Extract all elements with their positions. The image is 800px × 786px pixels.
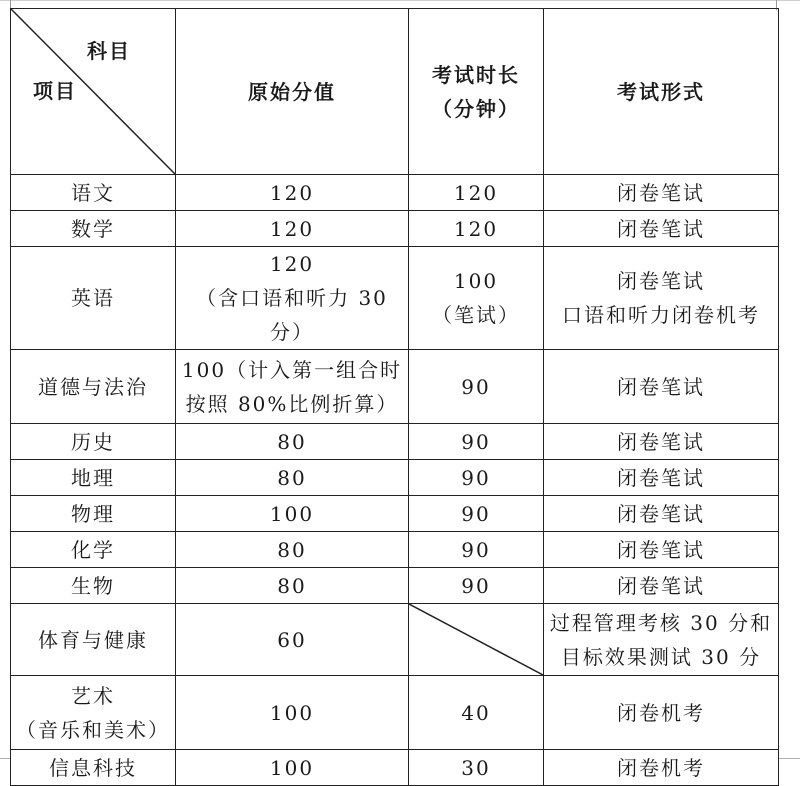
time-cell-not-applicable: [409, 604, 544, 676]
table-row: [11, 350, 779, 424]
score-cell: 80: [176, 460, 409, 496]
subject-cell: 艺术 （音乐和美术）: [11, 676, 176, 750]
table-row: [11, 424, 779, 460]
subject-cell: 数学: [11, 211, 176, 247]
subject-cell: 道德与法治: [11, 350, 176, 424]
table-row: [11, 247, 779, 350]
time-cell: 40: [409, 676, 544, 750]
margin-mark: [778, 758, 800, 759]
header-duration: 考试时长 （分钟）: [409, 9, 544, 175]
time-cell: 90: [409, 532, 544, 568]
table-row: [11, 750, 779, 786]
table-row: [11, 175, 779, 211]
header-corner-cell: [11, 9, 176, 175]
form-cell: 闭卷笔试: [544, 460, 779, 496]
subject-cell: 信息科技: [11, 750, 176, 786]
subject-cell: 历史: [11, 424, 176, 460]
score-cell: 80: [176, 424, 409, 460]
table-header-row: [11, 9, 779, 175]
subject-cell: 物理: [11, 496, 176, 532]
form-cell: 过程管理考核 30 分和 目标效果测试 30 分: [544, 604, 779, 676]
form-cell: 闭卷笔试 口语和听力闭卷机考: [544, 247, 779, 350]
score-cell: 120 （含口语和听力 30 分）: [176, 247, 409, 350]
score-cell: 100: [176, 676, 409, 750]
score-cell: 80: [176, 532, 409, 568]
header-score: 原始分值: [176, 9, 409, 175]
time-cell: 120: [409, 211, 544, 247]
form-cell: 闭卷机考: [544, 676, 779, 750]
form-cell: 闭卷笔试: [544, 532, 779, 568]
form-cell: 闭卷笔试: [544, 568, 779, 604]
subject-cell: 英语: [11, 247, 176, 350]
time-cell: 30: [409, 750, 544, 786]
diagonal-line: [409, 604, 543, 675]
score-cell: 80: [176, 568, 409, 604]
table-row: [11, 676, 779, 750]
table-row: [11, 532, 779, 568]
subject-cell: 地理: [11, 460, 176, 496]
form-cell: 闭卷笔试: [544, 424, 779, 460]
time-cell: 90: [409, 568, 544, 604]
table-row: [11, 211, 779, 247]
score-cell: 120: [176, 175, 409, 211]
subject-cell: 化学: [11, 532, 176, 568]
score-cell: 120: [176, 211, 409, 247]
table-row: [11, 496, 779, 532]
score-cell: 100: [176, 496, 409, 532]
form-cell: 闭卷笔试: [544, 211, 779, 247]
form-cell: 闭卷笔试: [544, 175, 779, 211]
margin-mark: [0, 758, 10, 759]
form-cell: 闭卷笔试: [544, 496, 779, 532]
time-cell: 90: [409, 424, 544, 460]
time-cell: 90: [409, 460, 544, 496]
header-item-label: 项目: [33, 79, 77, 103]
subject-cell: 生物: [11, 568, 176, 604]
exam-table: [10, 8, 779, 786]
subject-cell: 语文: [11, 175, 176, 211]
table-row: [11, 568, 779, 604]
header-subject-label: 科目: [87, 39, 131, 63]
form-cell: 闭卷笔试: [544, 350, 779, 424]
table-row: [11, 604, 779, 676]
score-cell: 100（计入第一组合时 按照 80%比例折算）: [176, 350, 409, 424]
form-cell: 闭卷机考: [544, 750, 779, 786]
score-cell: 60: [176, 604, 409, 676]
table-row: [11, 460, 779, 496]
time-cell: 120: [409, 175, 544, 211]
time-cell: 90: [409, 350, 544, 424]
subject-cell: 体育与健康: [11, 604, 176, 676]
time-cell: 90: [409, 496, 544, 532]
page-edge: [0, 0, 800, 1]
time-cell: 100 （笔试）: [409, 247, 544, 350]
header-form: 考试形式: [544, 9, 779, 175]
score-cell: 100: [176, 750, 409, 786]
